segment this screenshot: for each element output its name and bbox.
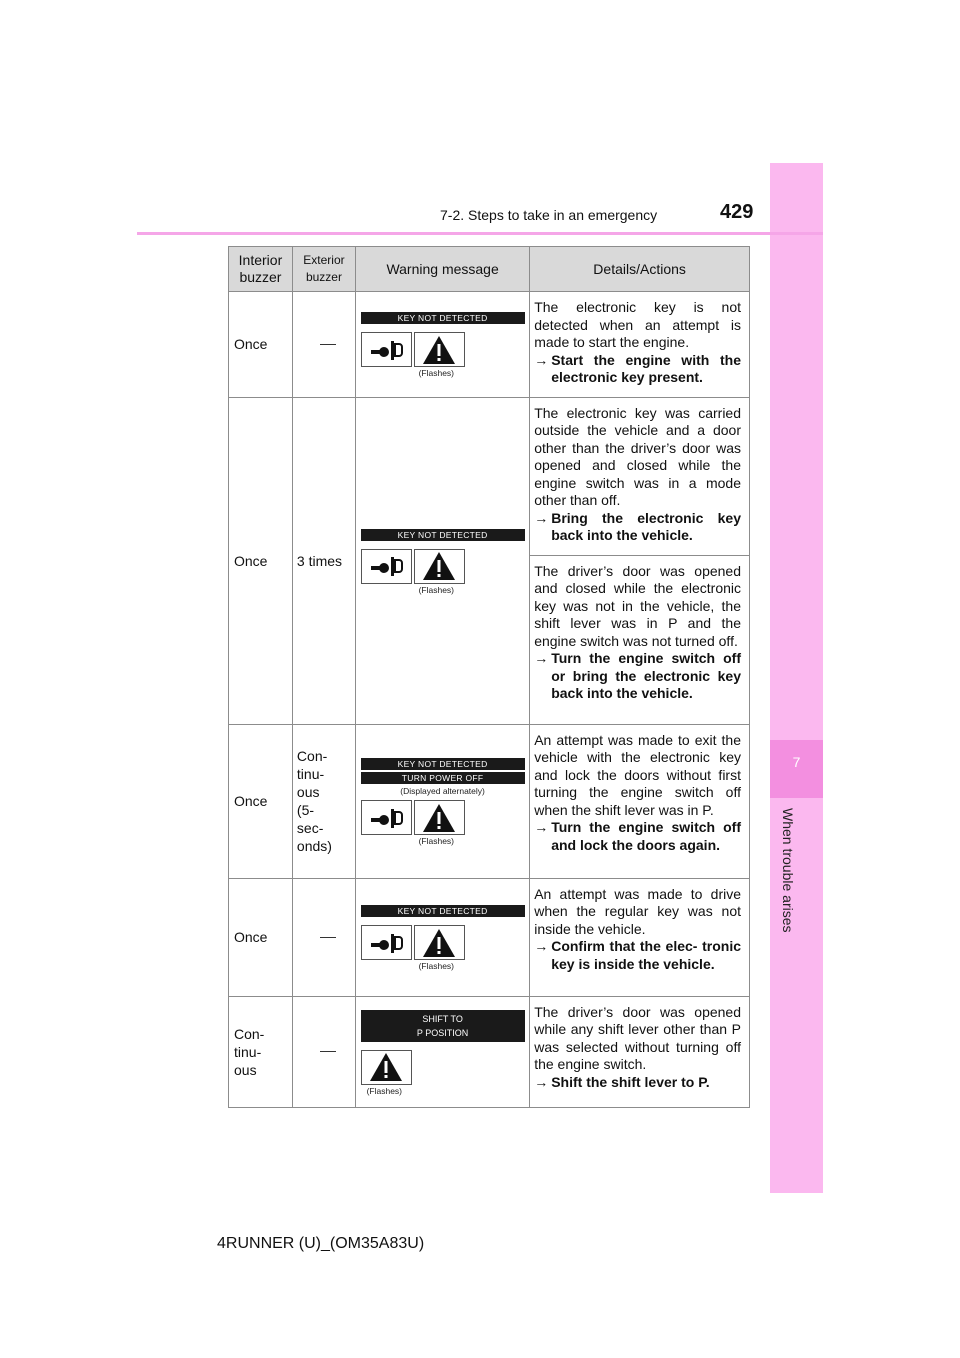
display-message: KEY NOT DETECTED (361, 905, 525, 917)
interior-buzzer-cell: Once (229, 724, 293, 878)
display-message-alternate: TURN POWER OFF (361, 772, 525, 784)
warning-triangle-icon (414, 549, 465, 584)
flashes-caption: (Flashes) (366, 1085, 403, 1096)
section-title: 7-2. Steps to take in an emergency (440, 207, 658, 223)
warning-display (361, 756, 525, 846)
header-rule (137, 232, 823, 235)
header-interior-buzzer: Interior buzzer (229, 247, 293, 292)
no-buzzer-dash (320, 937, 336, 938)
detail-text: An attempt was made to exit the vehicle with the electronic key and lock the doors without first turning the engine switch off when the shift lever was in P. (534, 731, 741, 818)
side-tab (770, 163, 823, 1193)
table-row (229, 724, 750, 878)
key-icon (361, 332, 412, 367)
table-row (229, 878, 750, 996)
page-number: 429 (720, 201, 754, 223)
display-message: KEY NOT DETECTED (361, 529, 525, 541)
warning-triangle-icon (361, 1050, 412, 1085)
header-exterior-buzzer: Exterior buzzer (292, 247, 355, 292)
table-row (229, 996, 750, 1107)
warning-triangle-icon (414, 332, 465, 367)
detail-text: The driver’s door was opened while any shift lever other than P was selected without turning off the engine switch. (534, 1003, 741, 1072)
table-row (229, 397, 750, 555)
interior-buzzer-cell: Once (229, 397, 293, 724)
interior-buzzer-cell: Con- tinu- ous (229, 996, 293, 1107)
action-text: → Shift the shift lever to P. (534, 1073, 710, 1090)
key-icon (361, 549, 412, 584)
displayed-alternately-caption: (Displayed alternately) (400, 786, 485, 796)
warning-triangle-icon (414, 925, 465, 960)
no-buzzer-dash (320, 1051, 336, 1052)
header-warning-message: Warning message (355, 247, 529, 292)
no-buzzer-dash (320, 344, 336, 345)
display-message: SHIFT TO P POSITION (361, 1010, 525, 1042)
action-text: → Turn the engine switch off or bring the electronic key back into the vehicle. (534, 650, 741, 701)
action-text: → Confirm that the elec- tronic key is inside the vehicle. (534, 938, 741, 972)
interior-buzzer-cell: Once (229, 292, 293, 398)
display-message: KEY NOT DETECTED (361, 758, 525, 770)
warning-display (361, 527, 525, 595)
key-icon (361, 800, 412, 835)
flashes-caption: (Flashes) (418, 961, 455, 971)
footer-model-code: 4RUNNER (U)_(OM35A83U) (217, 1235, 425, 1252)
flashes-caption: (Flashes) (418, 368, 455, 379)
interior-buzzer-cell: Once (229, 878, 293, 996)
detail-text: The driver’s door was opened and closed while the electronic key was not in the vehicle, the shift lever was in P and the engine switch was not turned off. (534, 562, 741, 649)
flashes-caption: (Flashes) (418, 584, 455, 595)
warning-message-table (228, 246, 750, 1108)
side-tab-number: 7 (792, 754, 801, 770)
detail-text: The electronic key is not detected when an attempt is made to start the engine. (534, 299, 741, 350)
key-icon (361, 925, 412, 960)
warning-display (361, 1008, 525, 1096)
table-row (229, 292, 750, 398)
exterior-buzzer-cell: 3 times (292, 397, 355, 724)
warning-display (361, 903, 525, 971)
action-text: → Turn the engine switch off and lock the doors again. (534, 819, 741, 853)
table-header-row (229, 247, 750, 292)
warning-triangle-icon (414, 800, 465, 835)
detail-text: An attempt was made to drive when the regular key was not inside the vehicle. (534, 885, 741, 937)
header-details-actions: Details/Actions (530, 247, 750, 292)
exterior-buzzer-cell: Con- tinu- ous (5- sec- onds) (292, 724, 355, 878)
flashes-caption: (Flashes) (418, 836, 455, 846)
warning-display (361, 310, 525, 378)
action-text: → Start the engine with the electronic key present. (534, 351, 741, 385)
display-message: KEY NOT DETECTED (361, 312, 525, 324)
action-text: → Bring the electronic key back into the vehicle. (534, 509, 741, 543)
side-tab-label: When trouble arises (780, 808, 796, 933)
detail-text: The electronic key was carried outside the vehicle and a door other than the driver’s door was opened and closed while the engine switch was in a mode other than off. (534, 404, 741, 508)
